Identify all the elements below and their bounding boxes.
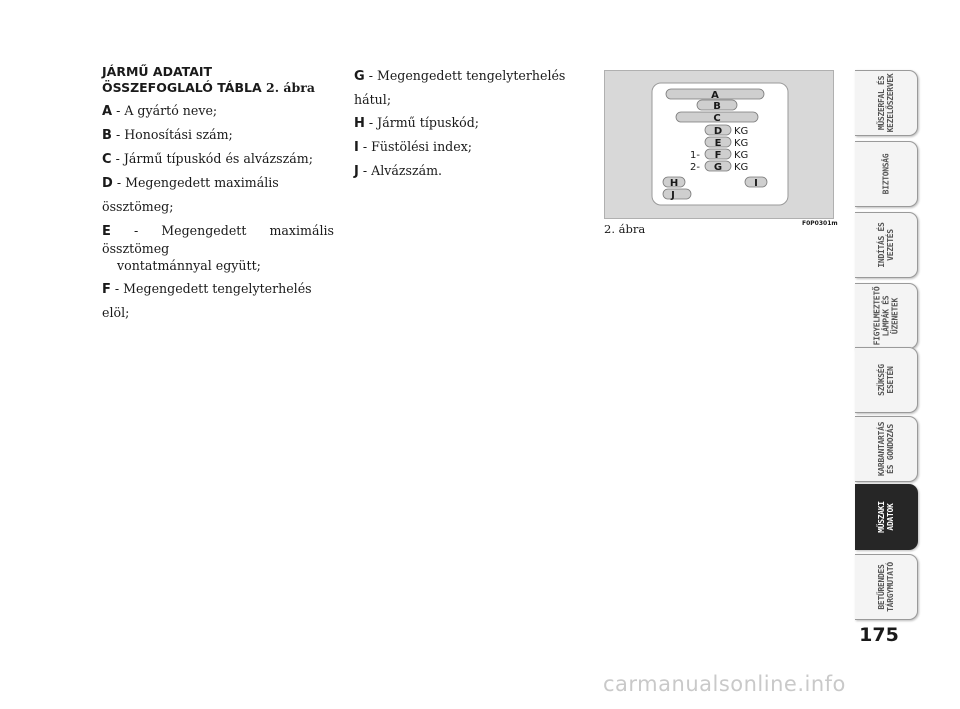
unit-kg-f: KG bbox=[734, 150, 749, 161]
list-item-j: J - Alvázszám. bbox=[354, 163, 443, 179]
tab-label: KARBANTARTÁS ÉS GONDOZÁS bbox=[877, 421, 895, 477]
field-g-label: G bbox=[713, 162, 723, 173]
figure-code: F0P0301m bbox=[802, 220, 838, 227]
axle-prefix-1: 1- bbox=[690, 150, 700, 161]
field-j-shape bbox=[663, 189, 691, 199]
tab-label: MŰSZERFAL ÉS KEZELŐSZERVEK bbox=[877, 73, 895, 133]
field-j-label: J bbox=[671, 190, 675, 201]
tab-label: BIZTONSÁG bbox=[881, 153, 891, 195]
tab-szukseg[interactable] bbox=[855, 347, 918, 413]
tab-label: FIGYELMEZTETŐ LÁMPÁK ÉS ÜZENETEK bbox=[872, 286, 900, 346]
data-plate-diagram bbox=[605, 71, 833, 218]
tab-label: SZÜKSÉG ESETÉN bbox=[877, 364, 895, 396]
tab-label: INDÍTÁS ÉS VEZETÉS bbox=[877, 222, 895, 268]
section-heading bbox=[102, 64, 334, 96]
heading-line-2: ÖSSZEFOGLALÓ TÁBLA bbox=[102, 80, 262, 95]
list-item-c: C - Jármű típuskód és alvázszám; bbox=[102, 151, 313, 167]
list-item-a: A - A gyártó neve; bbox=[102, 103, 218, 119]
field-h-label: H bbox=[669, 178, 679, 189]
tab-biztonsag[interactable] bbox=[855, 141, 918, 207]
list-item-d: D - Megengedett maximális össztömeg; bbox=[102, 175, 279, 214]
list-item-b: B - Honosítási szám; bbox=[102, 127, 233, 143]
unit-kg-e: KG bbox=[734, 138, 749, 149]
tab-figyelmezteto[interactable] bbox=[855, 283, 918, 349]
page-number: 175 bbox=[859, 624, 899, 646]
heading-line-1: JÁRMŰ ADATAIT bbox=[102, 64, 213, 79]
tab-label: BETŰRENDES TÁRGYMUTATÓ bbox=[877, 562, 895, 612]
field-b-label: B bbox=[713, 101, 721, 112]
tab-label: MŰSZAKI ADATOK bbox=[877, 501, 895, 533]
field-i-label: I bbox=[754, 178, 758, 189]
unit-kg-g: KG bbox=[734, 162, 749, 173]
watermark: carmanualsonline.info bbox=[603, 672, 846, 696]
heading-figure-ref: 2. ábra bbox=[266, 80, 315, 95]
field-c-label: C bbox=[713, 113, 721, 124]
left-column bbox=[102, 64, 334, 324]
list-item-e: E - Megengedett maximális össztömeg vontatmánnyal együtt; bbox=[102, 223, 334, 273]
tab-karbantartas[interactable] bbox=[855, 416, 918, 482]
field-f-label: F bbox=[714, 150, 722, 161]
field-e-label: E bbox=[714, 138, 722, 149]
field-d-label: D bbox=[713, 126, 723, 137]
tab-inditas[interactable] bbox=[855, 212, 918, 278]
figure-caption: 2. ábra bbox=[604, 222, 646, 236]
list-item-g: G - Megengedett tengelyterhelés hátul; bbox=[354, 68, 566, 107]
unit-kg-d: KG bbox=[734, 126, 749, 137]
list-item-i: I - Füstölési index; bbox=[354, 139, 473, 155]
axle-prefix-2: 2- bbox=[690, 162, 700, 173]
field-a-label: A bbox=[711, 90, 719, 101]
list-item-f: F - Megengedett tengelyterhelés elöl; bbox=[102, 281, 312, 320]
tab-muszaki-adatok[interactable] bbox=[855, 484, 918, 550]
list-item-h: H - Jármű típuskód; bbox=[354, 115, 480, 131]
tab-muszerfal[interactable] bbox=[855, 70, 918, 136]
middle-column bbox=[354, 64, 586, 183]
tab-betrendes[interactable] bbox=[855, 554, 918, 620]
vehicle-data-plate-figure bbox=[604, 70, 834, 219]
